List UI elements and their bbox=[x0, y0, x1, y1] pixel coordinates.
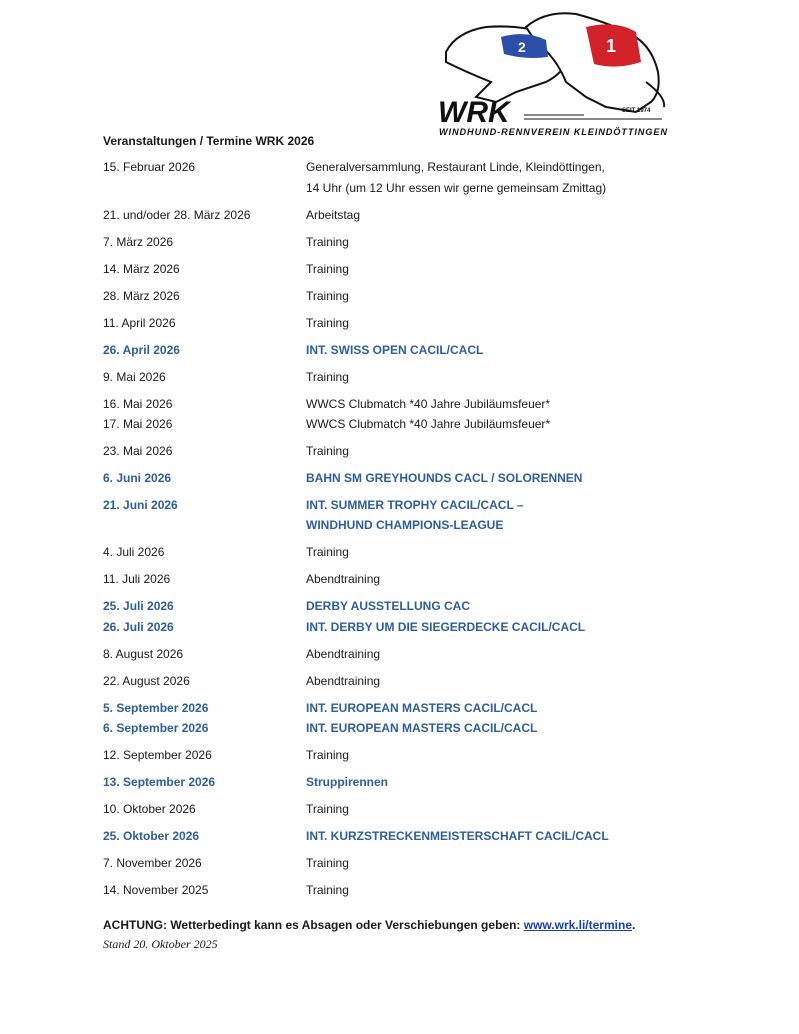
event-name: Training bbox=[306, 262, 349, 276]
event-date: 9. Mai 2026 bbox=[103, 370, 166, 384]
event-date: 6. September 2026 bbox=[103, 721, 209, 735]
event-date: 22. August 2026 bbox=[103, 674, 190, 688]
event-date: 11. Juli 2026 bbox=[103, 572, 171, 586]
event-row bbox=[0, 856, 799, 870]
event-row bbox=[0, 775, 799, 789]
event-name: Training bbox=[306, 370, 349, 384]
event-name: INT. EUROPEAN MASTERS CACIL/CACL bbox=[306, 721, 538, 735]
event-name: INT. DERBY UM DIE SIEGERDECKE CACIL/CACL bbox=[306, 620, 586, 634]
event-name: INT. EUROPEAN MASTERS CACIL/CACL bbox=[306, 701, 538, 715]
event-row bbox=[0, 160, 799, 195]
event-row bbox=[0, 417, 799, 431]
event-row bbox=[0, 498, 799, 532]
event-name: Training bbox=[306, 444, 349, 458]
wrk-logo bbox=[436, 2, 672, 142]
event-name: INT. SUMMER TROPHY CACIL/CACL – bbox=[306, 498, 524, 512]
event-row bbox=[0, 208, 799, 222]
event-name: WWCS Clubmatch *40 Jahre Jubiläumsfeuer* bbox=[306, 417, 551, 431]
event-row bbox=[0, 883, 799, 897]
event-date: 7. März 2026 bbox=[103, 235, 174, 249]
event-name: Abendtraining bbox=[306, 674, 381, 688]
logo-number-2: 2 bbox=[518, 39, 526, 55]
event-date: 5. September 2026 bbox=[103, 701, 209, 715]
event-date: 25. Juli 2026 bbox=[103, 599, 174, 613]
event-name: WWCS Clubmatch *40 Jahre Jubiläumsfeuer* bbox=[306, 397, 551, 411]
event-name: Training bbox=[306, 289, 349, 303]
weather-note bbox=[103, 918, 635, 932]
event-row bbox=[0, 471, 799, 485]
event-row bbox=[0, 721, 799, 735]
event-date: 6. Juni 2026 bbox=[103, 471, 172, 485]
event-date: 8. August 2026 bbox=[103, 647, 184, 661]
event-name: Arbeitstag bbox=[306, 208, 361, 222]
event-date: 13. September 2026 bbox=[103, 775, 216, 789]
event-name: Training bbox=[306, 883, 349, 897]
event-row bbox=[0, 262, 799, 276]
event-row bbox=[0, 289, 799, 303]
event-row bbox=[0, 647, 799, 661]
event-row bbox=[0, 620, 799, 634]
event-name: Training bbox=[306, 802, 349, 816]
event-row bbox=[0, 701, 799, 715]
event-name: Abendtraining bbox=[306, 572, 381, 586]
event-name: Struppirennen bbox=[306, 775, 389, 789]
event-name: Training bbox=[306, 545, 349, 559]
event-row bbox=[0, 545, 799, 559]
event-date: 21. Juni 2026 bbox=[103, 498, 178, 512]
event-row bbox=[0, 829, 799, 843]
event-date: 10. Oktober 2026 bbox=[103, 802, 196, 816]
event-row bbox=[0, 343, 799, 357]
event-row bbox=[0, 444, 799, 458]
logo-abbr: WRK bbox=[438, 96, 510, 129]
event-row bbox=[0, 599, 799, 613]
event-name: INT. KURZSTRECKENMEISTERSCHAFT CACIL/CACL bbox=[306, 829, 609, 843]
event-date: 15. Februar 2026 bbox=[103, 160, 196, 174]
event-row bbox=[0, 802, 799, 816]
event-date: 14. November 2025 bbox=[103, 883, 209, 897]
event-row bbox=[0, 316, 799, 330]
event-date: 17. Mai 2026 bbox=[103, 417, 173, 431]
event-name: Training bbox=[306, 235, 349, 249]
event-name-line2: WINDHUND CHAMPIONS-LEAGUE bbox=[306, 518, 504, 532]
event-date: 16. Mai 2026 bbox=[103, 397, 173, 411]
event-row bbox=[0, 674, 799, 688]
event-date: 26. April 2026 bbox=[103, 343, 180, 357]
event-name: DERBY AUSSTELLUNG CAC bbox=[306, 599, 471, 613]
event-date: 12. September 2026 bbox=[103, 748, 212, 762]
event-name: Training bbox=[306, 748, 349, 762]
event-name: Generalversammlung, Restaurant Linde, Kleindöttingen, bbox=[306, 160, 605, 174]
event-date: 21. und/oder 28. März 2026 bbox=[103, 208, 251, 222]
event-name: Abendtraining bbox=[306, 647, 381, 661]
logo-club-name: WINDHUND-RENNVEREIN KLEINDÖTTINGEN bbox=[439, 127, 667, 137]
event-row bbox=[0, 397, 799, 411]
event-name: INT. SWISS OPEN CACIL/CACL bbox=[306, 343, 484, 357]
termine-link[interactable]: www.wrk.li/termine bbox=[523, 918, 632, 932]
event-row bbox=[0, 572, 799, 586]
page-title: Veranstaltungen / Termine WRK 2026 bbox=[103, 134, 315, 148]
note-end: . bbox=[632, 918, 636, 932]
event-date: 11. April 2026 bbox=[103, 316, 176, 330]
logo-number-1: 1 bbox=[606, 36, 617, 56]
event-date: 7. November 2026 bbox=[103, 856, 202, 870]
event-name: BAHN SM GREYHOUNDS CACL / SOLORENNEN bbox=[306, 471, 583, 485]
logo-since: SEIT 1974 bbox=[622, 108, 651, 114]
stand-date: Stand 20. Oktober 2025 bbox=[103, 937, 218, 951]
event-date: 25. Oktober 2026 bbox=[103, 829, 200, 843]
event-date: 28. März 2026 bbox=[103, 289, 180, 303]
event-date: 4. Juli 2026 bbox=[103, 545, 165, 559]
event-row bbox=[0, 370, 799, 384]
event-date: 23. Mai 2026 bbox=[103, 444, 173, 458]
note-text: ACHTUNG: Wetterbedingt kann es Absagen oder Verschiebungen geben: bbox=[103, 918, 524, 932]
event-name: Training bbox=[306, 856, 349, 870]
event-name: Training bbox=[306, 316, 349, 330]
event-row bbox=[0, 235, 799, 249]
event-row bbox=[0, 748, 799, 762]
event-date: 14. März 2026 bbox=[103, 262, 180, 276]
event-name-line2: 14 Uhr (um 12 Uhr essen wir gerne gemeinsam Zmittag) bbox=[306, 181, 607, 195]
event-date: 26. Juli 2026 bbox=[103, 620, 174, 634]
